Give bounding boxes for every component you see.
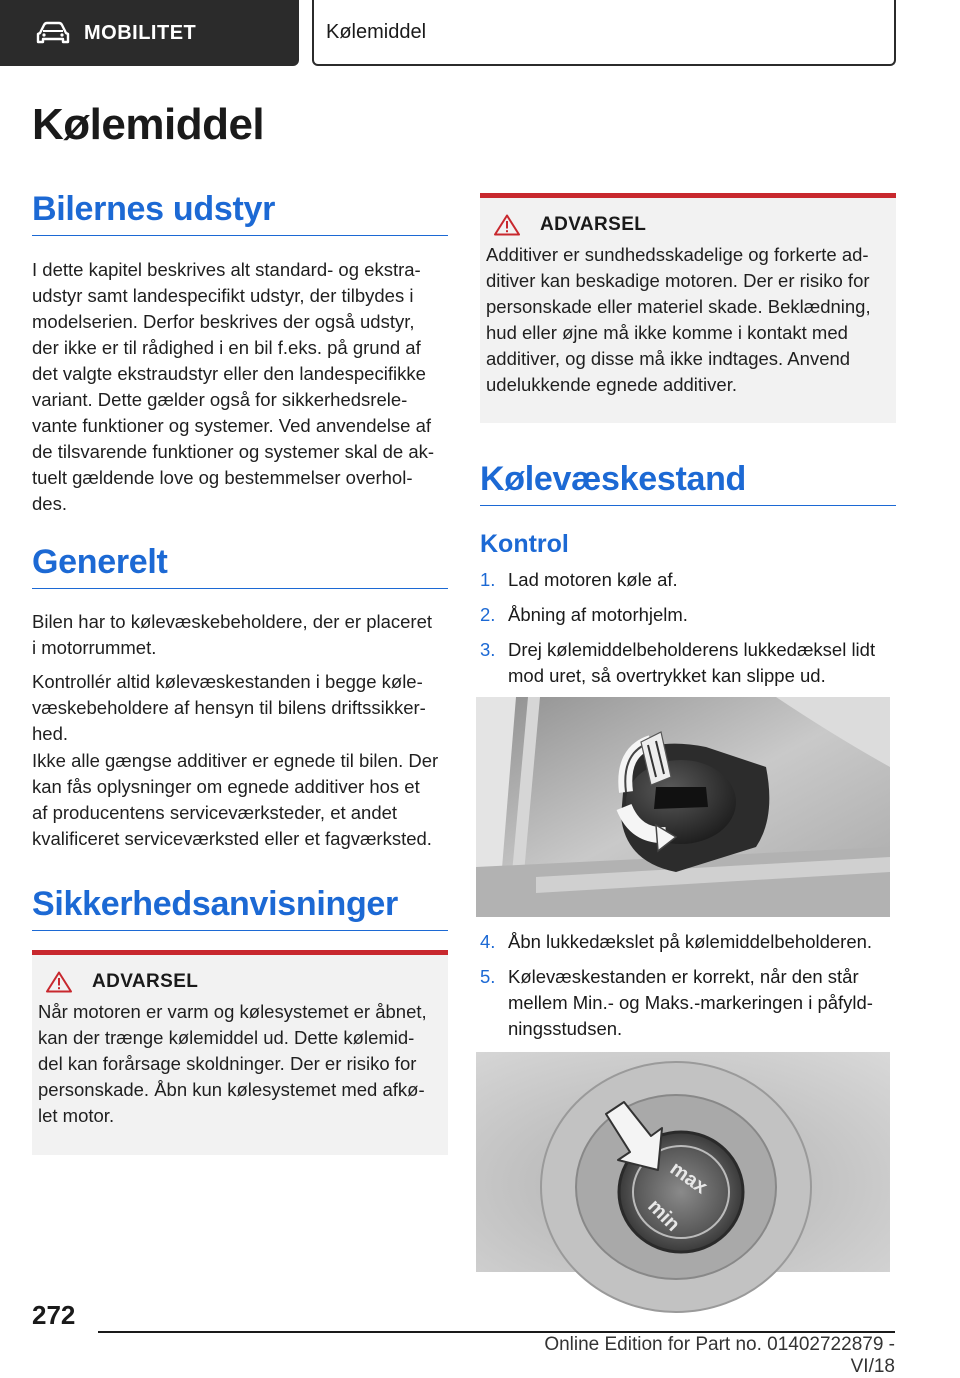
filler-neck-illustration [476, 1052, 890, 1272]
top-bar [0, 0, 960, 66]
step-number: 4. [480, 931, 496, 952]
list-item [480, 602, 896, 628]
filler-neck-photo [476, 1052, 890, 1272]
warning-body [486, 242, 890, 398]
steps-list-b [480, 929, 896, 1051]
safety-heading: Sikkerhedsanvisninger [32, 885, 448, 931]
text-line: let motor. [38, 1105, 115, 1126]
step-text: Kølevæskestanden er korrekt, når den står mellem Min.- og Maks.-markeringen i påfyld- ningsstudsen. [508, 966, 873, 1039]
text-line: Når motoren er varm og kølesystemet er åbnet, [38, 1001, 427, 1022]
text-line: vante funktioner og systemer. Ved anvendelse af [32, 415, 432, 436]
text-line: des. [32, 493, 67, 514]
equipment-heading: Bilernes udstyr [32, 190, 448, 236]
text-line: af producentens serviceværksteder, et andet [32, 802, 398, 823]
general-paragraph-2 [32, 669, 448, 747]
footer-divider [98, 1331, 895, 1333]
text-line: personskade. Åbn kun kølesystemet med afkø- [38, 1079, 425, 1100]
step-text: Lad motoren køle af. [508, 569, 678, 590]
text-line: I dette kapitel beskrives alt standard- og ekstra- [32, 259, 421, 280]
text-line: Bilen har to kølevæskebeholdere, der er placeret [32, 611, 433, 632]
min-mark: min [643, 1195, 685, 1236]
step-text: Åbning af motorhjelm. [508, 604, 688, 625]
text-line: modelserien. Derfor beskrives der også udstyr, [32, 311, 415, 332]
general-paragraph-1 [32, 609, 448, 661]
page-title: Kølemiddel [32, 100, 265, 149]
text-line: Additiver er sundhedsskadelige og forkerte ad- [486, 244, 869, 265]
text-line: Kontrollér altid kølevæskestanden i begge køle- [32, 671, 423, 692]
list-item [480, 567, 896, 593]
step-text: Drej kølemiddelbeholderens lukkedæksel lidt mod uret, så overtrykket kan slippe ud. [508, 639, 876, 686]
warning-title: ADVARSEL [540, 214, 647, 235]
page-label: Kølemiddel [326, 20, 427, 43]
step-text: Åbn lukkedækslet på kølemiddelbeholderen. [508, 931, 873, 952]
coolant-cap-illustration [476, 697, 890, 917]
steps-list-a [480, 567, 896, 698]
step-number: 2. [480, 604, 496, 625]
text-line: tuelt gældende love og bestemmelser overhol- [32, 467, 413, 488]
text-line: variant. Dette gælder også for sikkerhedsrele- [32, 389, 408, 410]
text-line: kan fås oplysninger om egnede additiver hos et [32, 776, 420, 797]
page-number: 272 [32, 1300, 76, 1330]
footer-edition: Online Edition for Part no. 01402722879 - VI/18 [544, 1334, 895, 1377]
text-line: additiver, og disse må ikke indtages. Anvend [486, 348, 851, 369]
warning-box-left [32, 950, 448, 1155]
section-tab[interactable] [0, 0, 299, 66]
general-paragraph-3 [32, 748, 448, 852]
text-line: kvalificeret serviceværksted eller et fagværksted. [32, 828, 432, 849]
text-line: udstyr samt landespecifikt udstyr, der tilbydes i [32, 285, 414, 306]
list-item [480, 929, 896, 955]
section-label: MOBILITET [84, 21, 197, 44]
list-item [480, 964, 896, 1042]
warning-triangle-icon [46, 971, 72, 993]
list-item [480, 637, 896, 689]
warning-triangle-icon [494, 214, 520, 236]
warning-header [46, 971, 442, 993]
text-line: ditiver kan beskadige motoren. Der er risiko for [486, 270, 870, 291]
warning-title: ADVARSEL [92, 971, 199, 992]
text-line: det valgte ekstraudstyr eller den landespecifikke [32, 363, 426, 384]
warning-body [38, 999, 442, 1129]
text-line: personskade eller materiel skade. Beklædning, [486, 296, 871, 317]
step-number: 3. [480, 639, 496, 660]
step-number: 1. [480, 569, 496, 590]
text-line: hud eller øjne må ikke komme i kontakt med [486, 322, 848, 343]
text-line: del kan forårsage skoldninger. Der er risiko for [38, 1053, 417, 1074]
max-mark: max [665, 1157, 712, 1199]
page-tab[interactable] [312, 0, 896, 66]
text-line: de tilsvarende funktioner og systemer skal de ak- [32, 441, 435, 462]
coolant-heading: Kølevæskestand [480, 460, 896, 506]
control-heading: Kontrol [480, 530, 569, 558]
text-line: hed. [32, 723, 69, 744]
warning-box-right [480, 193, 896, 423]
text-line: Ikke alle gængse additiver er egnede til bilen. Der [32, 750, 439, 771]
warning-header [494, 214, 890, 236]
general-heading: Generelt [32, 543, 448, 589]
text-line: væskebeholdere af hensyn til bilens driftssikker- [32, 697, 426, 718]
car-icon [36, 21, 70, 45]
text-line: udelukkende egnede additiver. [486, 374, 737, 395]
coolant-cap-photo [476, 697, 890, 917]
text-line: der ikke er til rådighed i en bil f.eks. på grund af [32, 337, 421, 358]
text-line: kan der trænge kølemiddel ud. Dette kølemid- [38, 1027, 415, 1048]
text-line: i motorrummet. [32, 637, 157, 658]
step-number: 5. [480, 966, 496, 987]
equipment-paragraph [32, 257, 448, 517]
